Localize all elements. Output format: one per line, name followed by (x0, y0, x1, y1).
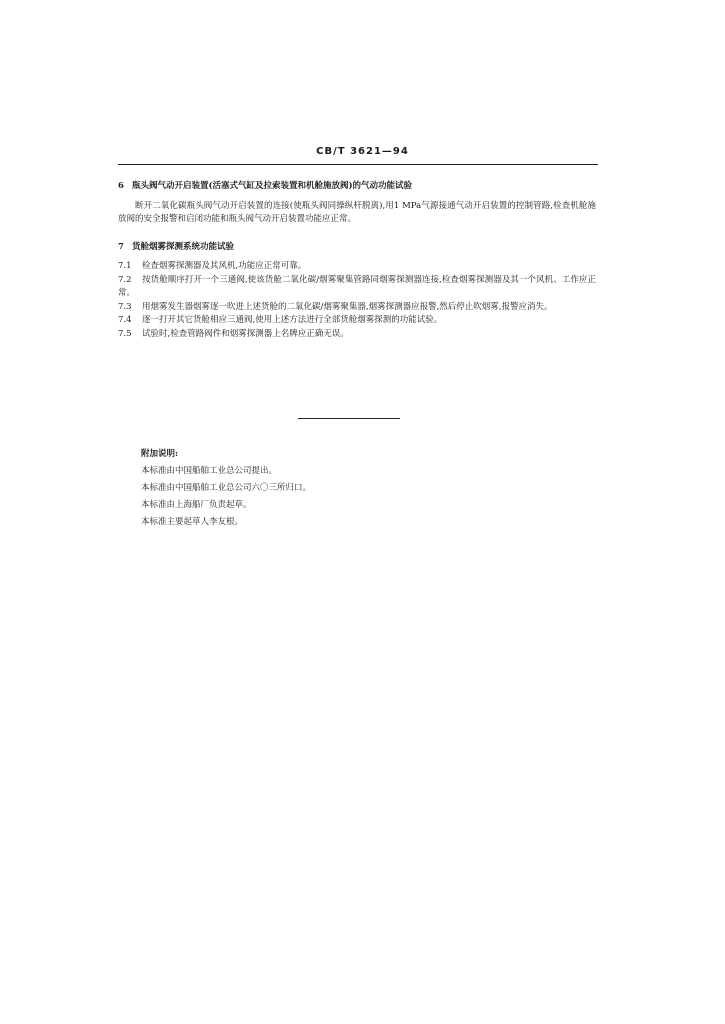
item-text: 逐一打开其它货舱相应三通阀,使用上述方法进行全部货舱烟雾探测的功能试验。 (142, 315, 443, 325)
notes-line: 本标准主要起草人李友根。 (141, 517, 244, 527)
section-7-heading (118, 241, 596, 255)
notes-title: 附加说明: (141, 449, 179, 459)
item-number: 7.4 (118, 315, 132, 325)
item-text: 用烟雾发生器烟雾逐一吹进上述货舱的二氧化碳/烟雾聚集器,烟雾探测器应报警,然后停止吹烟雾,报警应消失。 (142, 301, 553, 312)
additional-notes (141, 446, 311, 531)
page-header: CB/T 3621—94 (316, 146, 409, 157)
item-text: 按货舱顺序打开一个三通阀,使该货舱二氧化碳/烟雾聚集管路同烟雾探测器连接,检查烟雾探测器及其一个风机、工作应正常。 (118, 274, 596, 298)
item-number: 7.1 (118, 261, 132, 271)
section-6-heading (118, 180, 596, 194)
notes-line: 本标准由上海船厂负责起草。 (141, 500, 252, 510)
item-number: 7.2 (118, 274, 132, 285)
section-gap (118, 227, 596, 241)
header-divider (118, 164, 598, 165)
notes-line: 本标准由中国船舶工业总公司六〇三所归口。 (141, 483, 312, 493)
item-number: 7.5 (118, 328, 132, 339)
list-item (118, 314, 596, 328)
list-item (118, 260, 596, 274)
item-text: 试验时,检查管路阀件和烟雾探测器上名牌应正确无误。 (142, 328, 349, 339)
end-divider (298, 418, 400, 419)
section-6-title: 瓶头阀气动开启装置(活塞式气缸及拉索装置和机舱施放阀)的气动功能试验 (132, 181, 413, 191)
document-body (118, 180, 596, 341)
item-text: 检查烟雾探测器及其风机,功能应正常可靠。 (142, 261, 307, 271)
list-item (118, 301, 596, 315)
list-item (118, 274, 596, 301)
section-6-number: 6 (118, 181, 124, 191)
section-7-number: 7 (118, 241, 124, 252)
section-7-title: 货舱烟雾探测系统功能试验 (132, 241, 235, 252)
item-number: 7.3 (118, 301, 132, 312)
list-item (118, 328, 596, 342)
notes-line: 本标准由中国船舶工业总公司提出。 (141, 466, 278, 476)
section-6-paragraph: 断开二氧化碳瓶头阀气动开启装置的连接(使瓶头阀同操纵杆脱离),用1 MPa气源接通气动开启装置的控制管路,检查机舱施放阀的安全报警和启闭功能和瓶头阀气动开启装置功能应正常。 (118, 200, 596, 224)
